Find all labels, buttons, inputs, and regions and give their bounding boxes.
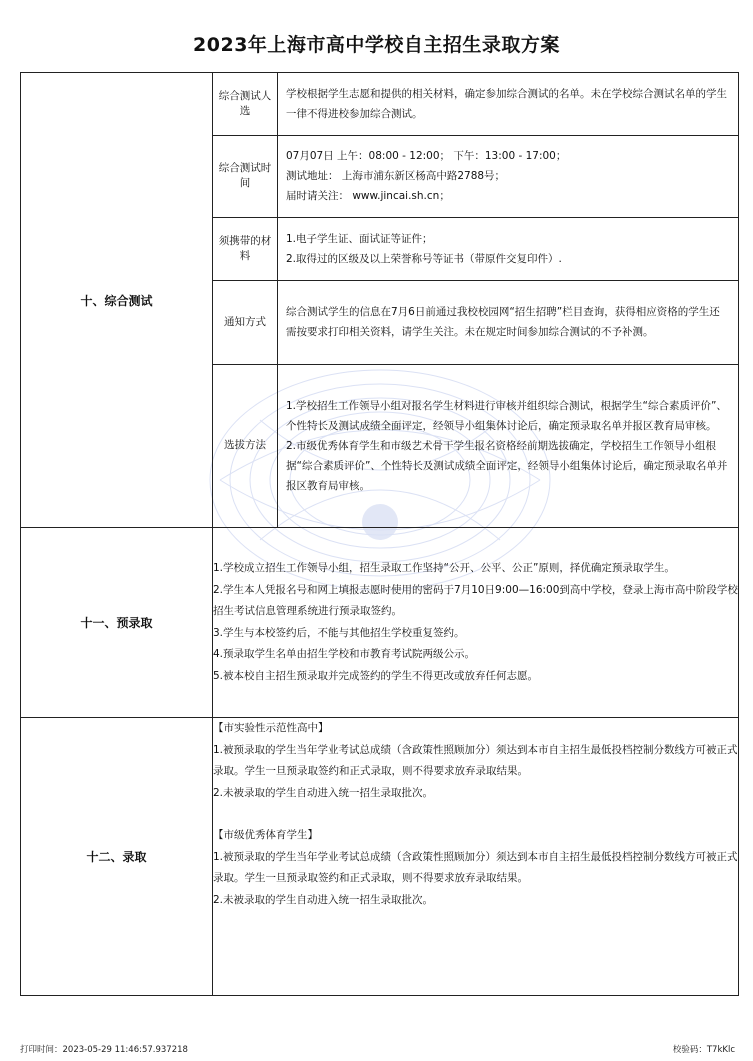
comprehensive-test-subtable [213, 73, 738, 527]
row-materials [213, 217, 738, 280]
check-code: 校验码：T7kKlc [672, 1045, 735, 1055]
section-label: 十、综合测试 [21, 73, 213, 528]
row-content: 07月07日 上午：08:00 - 12:00； 下午：13:00 - 17:00； 测试地址： 上海市浦东新区杨高中路2788号； 届时请关注： www.jincai.sh.cn； [278, 135, 739, 217]
section-content: 【市实验性示范性高中】 1.被预录取的学生当年学业考试总成绩（含政策性照顾加分）须达到本市自主招生最低投档控制分数线方可被正式录取。学生一旦预录取签约和正式录取，则不得要求放弃录取结果。 2.未被录取的学生自动进入统一招生录取批次。 【市级优秀体育学生】 1.被预录取的学生当年学业考试总成绩（含政策性照顾加分）须达到本市自主招生最低投档控制分数线方可被正式录取。学生一旦预录取签约和正式录取，则不得要求放弃录取结果。 2.未被录取的学生自动进入统一招生录取批次。 [213, 718, 739, 996]
row-notification [213, 280, 738, 364]
row-test-candidates [213, 73, 738, 135]
row-content: 1.电子学生证、面试证等证件； 2.取得过的区级及以上荣誉称号等证书（带原件交复印件）. [278, 217, 739, 280]
row-label: 综合测试时间 [213, 135, 278, 217]
admission-plan-table [20, 72, 739, 996]
group-heading: 【市实验性示范性高中】 [213, 722, 329, 734]
section-label: 十二、录取 [21, 718, 213, 996]
section-pre-admission [21, 528, 739, 718]
section-comprehensive-test [21, 73, 739, 528]
row-label: 综合测试人选 [213, 73, 278, 135]
section-admission [21, 718, 739, 996]
group-heading: 【市级优秀体育学生】 [213, 829, 318, 841]
row-content: 1.学校招生工作领导小组对报名学生材料进行审核并组织综合测试，根据学生“综合素质评价”、个性特长及测试成绩全面评定，经领导小组集体讨论后，确定预录取名单并报区教育局审核。 2.市级优秀体育学生和市级艺术骨干学生报名资格经前期选拔确定，学校招生工作领导小组根据“综合素质评价”、个性特长及测试成绩全面评定，经领导小组集体讨论后，确定预录取名单并报区教育局审核。 [286, 399, 728, 492]
page-title: 2023年上海市高中学校自主招生录取方案 [193, 34, 560, 56]
print-time: 打印时间：2023-05-29 11:46:57.937218 [20, 1045, 188, 1055]
row-content: 综合测试学生的信息在7月6日前通过我校校园网“招生招聘”栏目查询，获得相应资格的学生还需按要求打印相关资料，请学生关注。未在规定时间参加综合测试的不予补测。 [278, 280, 739, 364]
row-content: 学校根据学生志愿和提供的相关材料，确定参加综合测试的名单。未在学校综合测试名单的学生一律不得进校参加综合测试。 [278, 73, 739, 135]
row-label: 选拔方法 [213, 364, 278, 527]
row-test-time [213, 135, 738, 217]
row-label: 通知方式 [213, 280, 278, 364]
row-label: 须携带的材料 [213, 217, 278, 280]
row-selection-method [213, 364, 738, 527]
section-label: 十一、预录取 [21, 528, 213, 718]
section-content: 1.学校成立招生工作领导小组，招生录取工作坚持“公开、公平、公正”原则，择优确定预录取学生。 2.学生本人凭报名号和网上填报志愿时使用的密码于7月10日9:00—16:00到高中学校，登录上海市高中阶段学校招生考试信息管理系统进行预录取签约。 3.学生与本校签约后，不能与其他招生学校重复签约。 4.预录取学生名单由招生学校和市教育考试院两级公示。 5.被本校自主招生预录取并完成签约的学生不得更改或放弃任何志愿。 [213, 528, 739, 718]
